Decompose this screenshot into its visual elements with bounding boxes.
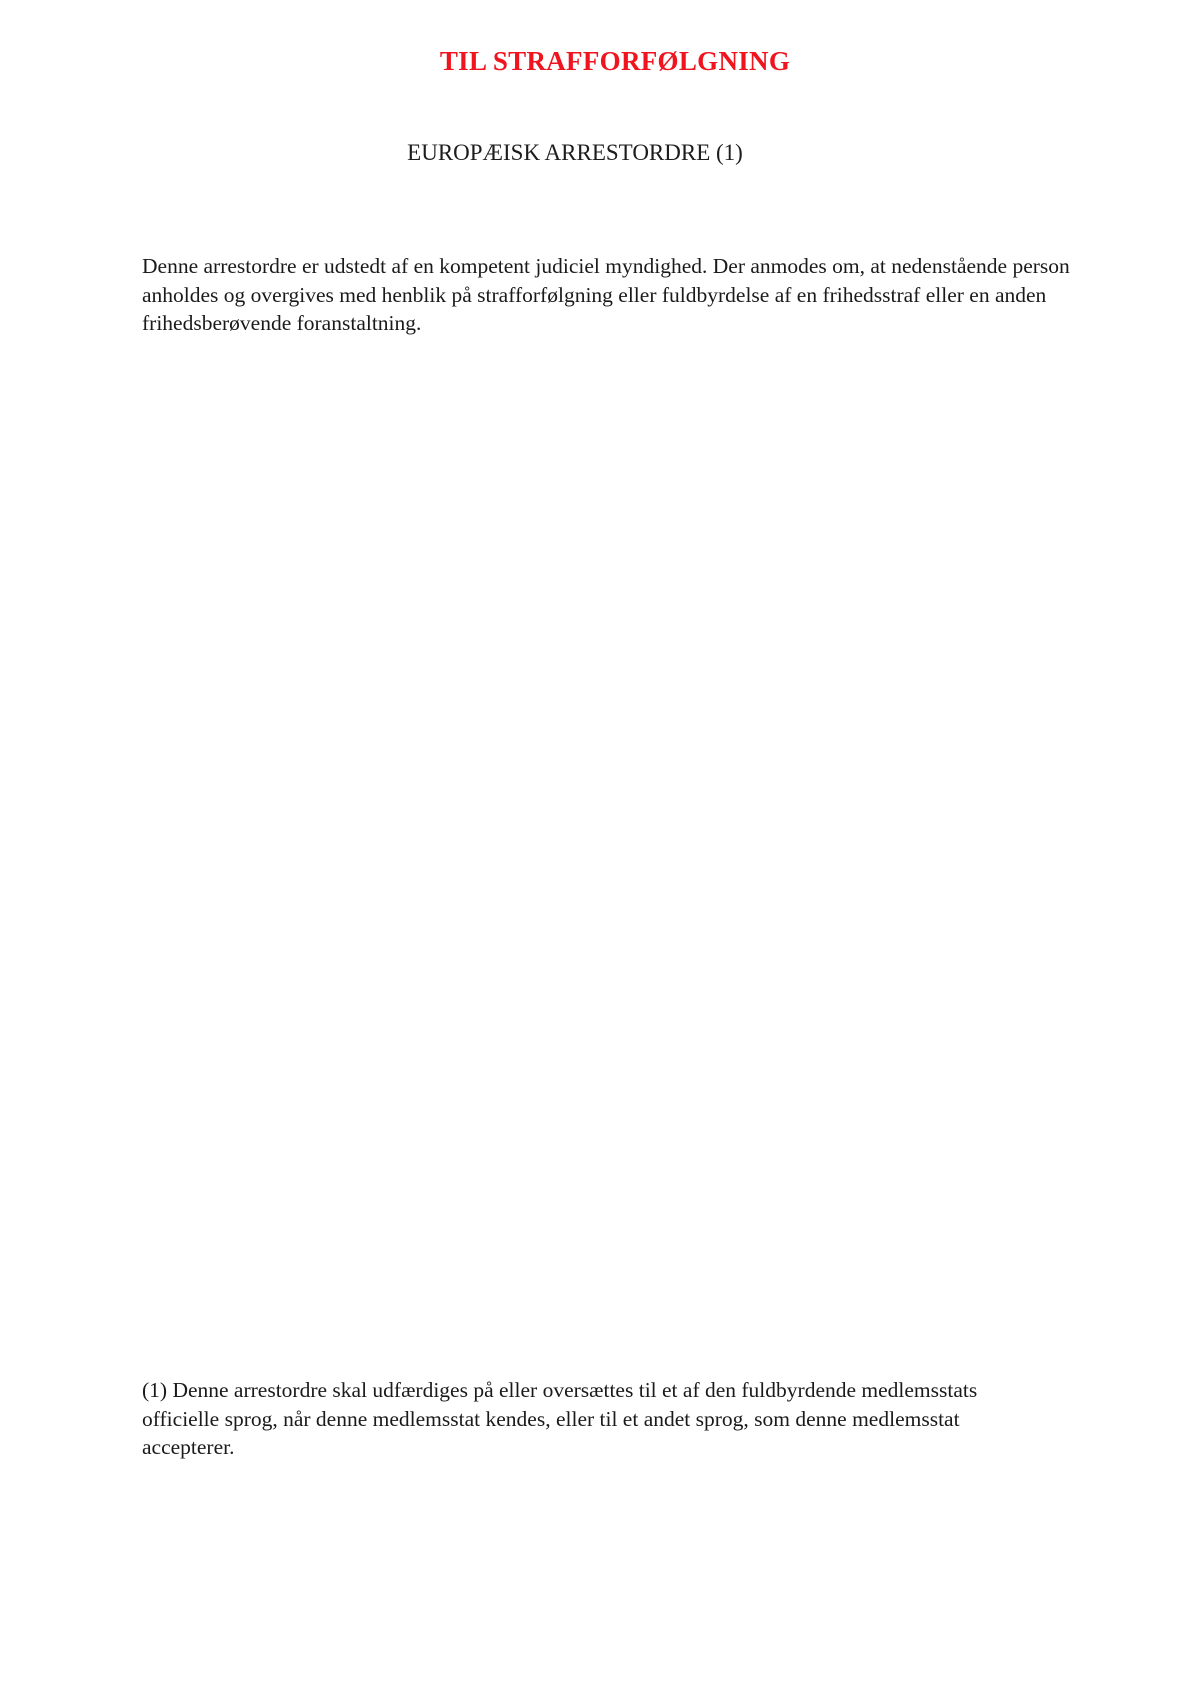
prosecution-heading: TIL STRAFFORFØLGNING bbox=[439, 46, 791, 76]
footnote: (1) Denne arrestordre skal udfærdiges på eller oversættes til et af den fuldbyrdende medlemsstats officielle sprog, når denne medlemsstat kendes, eller til et andet sprog, som denne medlemsstat accepterer. bbox=[142, 1378, 978, 1459]
intro-paragraph: Denne arrestordre er udstedt af en kompetent judiciel myndighed. Der anmodes om, at nedenstående person anholdes og overgives med henblik på strafforfølgning eller fuldbyrdelse af en frihedsstraf eller en anden frihedsberøvende foranstaltning. bbox=[142, 254, 1070, 335]
document-title: EUROPÆISK ARRESTORDRE (1) bbox=[407, 140, 743, 165]
